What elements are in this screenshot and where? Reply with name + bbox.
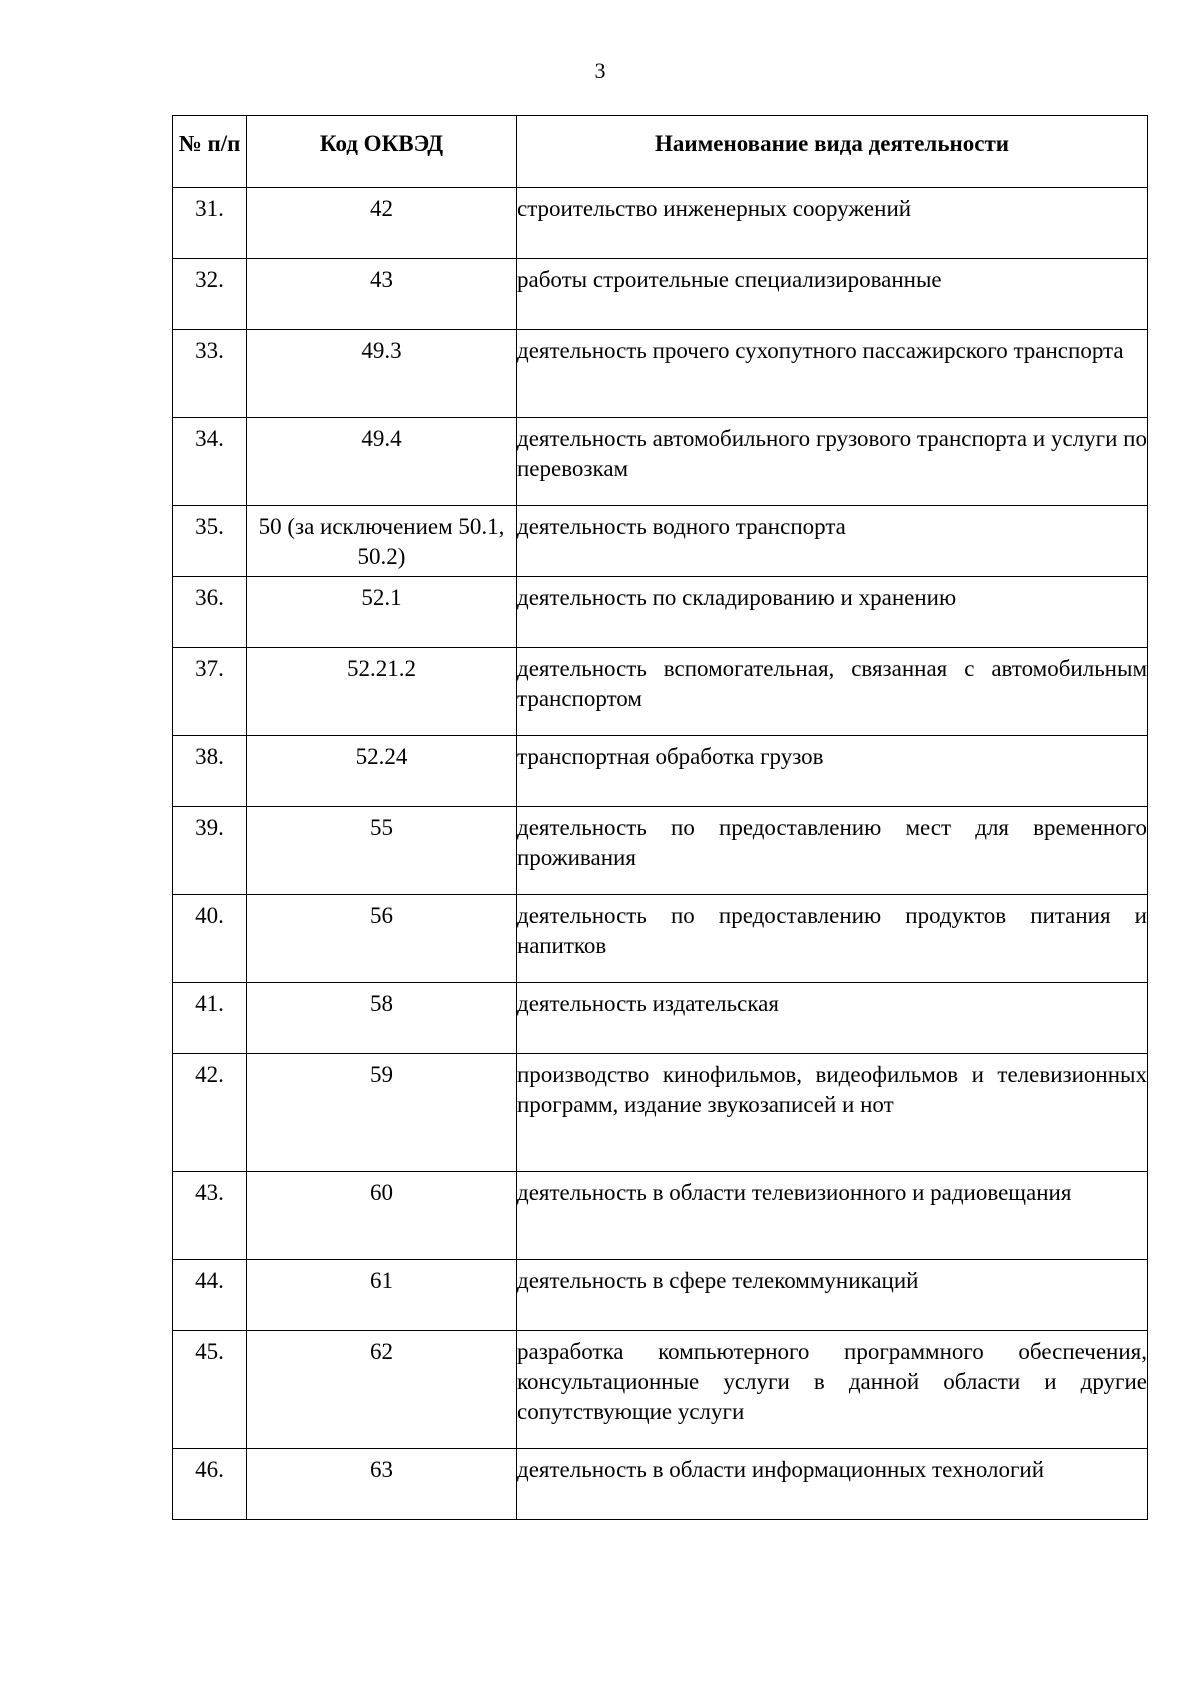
table-header-row — [173, 116, 1148, 188]
table-row — [173, 577, 1148, 648]
row-code: 61 — [247, 1260, 517, 1331]
table-row — [173, 648, 1148, 736]
table-row — [173, 506, 1148, 577]
header-num: № п/п — [173, 116, 247, 188]
row-number: 42. — [173, 1054, 247, 1172]
row-code: 42 — [247, 188, 517, 259]
table-row — [173, 983, 1148, 1054]
row-number: 38. — [173, 736, 247, 807]
table-row — [173, 1054, 1148, 1172]
row-code: 55 — [247, 807, 517, 895]
row-number: 36. — [173, 577, 247, 648]
row-code: 63 — [247, 1449, 517, 1520]
header-name: Наименование вида деятельности — [517, 116, 1148, 188]
row-code: 50 (за исключением 50.1, 50.2) — [247, 506, 517, 577]
table-row — [173, 1260, 1148, 1331]
row-number: 40. — [173, 895, 247, 983]
row-number: 44. — [173, 1260, 247, 1331]
row-name: деятельность по предоставлению мест для временного проживания — [517, 807, 1148, 895]
row-name: деятельность автомобильного грузового транспорта и услуги по перевозкам — [517, 418, 1148, 506]
row-name: деятельность в сфере телекоммуникаций — [517, 1260, 1148, 1331]
row-name: работы строительные специализированные — [517, 259, 1148, 330]
row-name: деятельность вспомогательная, связанная с автомобильным транспортом — [517, 648, 1148, 736]
row-name: транспортная обработка грузов — [517, 736, 1148, 807]
table-row — [173, 418, 1148, 506]
table-row — [173, 259, 1148, 330]
row-name: деятельность издательская — [517, 983, 1148, 1054]
row-name: деятельность водного транспорта — [517, 506, 1148, 577]
row-name: производство кинофильмов, видеофильмов и телевизионных программ, издание звукозаписей и нот — [517, 1054, 1148, 1172]
row-number: 46. — [173, 1449, 247, 1520]
table-row — [173, 895, 1148, 983]
row-code: 49.4 — [247, 418, 517, 506]
row-number: 41. — [173, 983, 247, 1054]
row-code: 58 — [247, 983, 517, 1054]
row-code: 52.21.2 — [247, 648, 517, 736]
table-row — [173, 1449, 1148, 1520]
row-code: 60 — [247, 1172, 517, 1260]
row-number: 33. — [173, 330, 247, 418]
row-number: 39. — [173, 807, 247, 895]
row-code: 43 — [247, 259, 517, 330]
table-row — [173, 330, 1148, 418]
row-name: деятельность в области телевизионного и радиовещания — [517, 1172, 1148, 1260]
row-number: 45. — [173, 1331, 247, 1449]
row-code: 49.3 — [247, 330, 517, 418]
row-code: 59 — [247, 1054, 517, 1172]
row-number: 35. — [173, 506, 247, 577]
table-row — [173, 736, 1148, 807]
table-row — [173, 807, 1148, 895]
table-row — [173, 188, 1148, 259]
row-number: 37. — [173, 648, 247, 736]
row-number: 43. — [173, 1172, 247, 1260]
row-code: 52.1 — [247, 577, 517, 648]
row-code: 56 — [247, 895, 517, 983]
row-name: деятельность прочего сухопутного пассажирского транспорта — [517, 330, 1148, 418]
row-name: деятельность по предоставлению продуктов питания и напитков — [517, 895, 1148, 983]
row-name: деятельность в области информационных технологий — [517, 1449, 1148, 1520]
row-name: разработка компьютерного программного обеспечения, консультационные услуги в данной области и другие сопутствующие услуги — [517, 1331, 1148, 1449]
row-code: 52.24 — [247, 736, 517, 807]
row-number: 32. — [173, 259, 247, 330]
row-name: деятельность по складированию и хранению — [517, 577, 1148, 648]
okved-table — [172, 115, 1148, 1520]
page-number: 3 — [594, 58, 606, 83]
row-name: строительство инженерных сооружений — [517, 188, 1148, 259]
row-code: 62 — [247, 1331, 517, 1449]
row-number: 34. — [173, 418, 247, 506]
row-number: 31. — [173, 188, 247, 259]
table-row — [173, 1331, 1148, 1449]
header-code: Код ОКВЭД — [247, 116, 517, 188]
table-row — [173, 1172, 1148, 1260]
